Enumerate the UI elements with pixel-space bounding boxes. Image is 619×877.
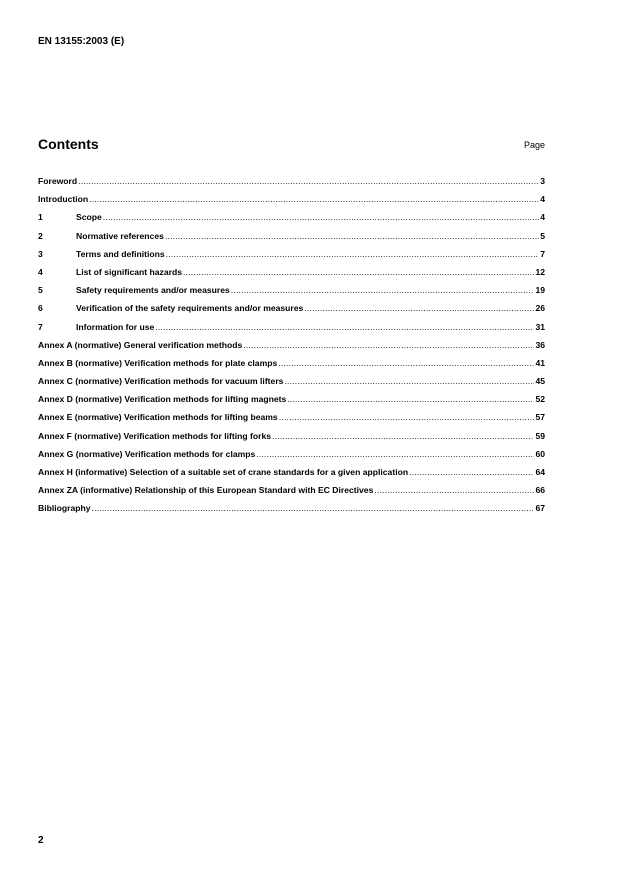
toc-entry-number: 5 [38,285,43,296]
toc-dot-leader [287,394,534,404]
toc-entry-title: Annex ZA (informative) Relationship of this European Standard with EC Directives [38,485,374,496]
toc-entry-title: Terms and definitions [76,248,165,259]
toc-entry[interactable] [38,212,545,230]
toc-entry-number: 4 [38,266,43,277]
toc-entry-page: 12 [535,266,545,277]
toc-entry[interactable] [38,249,545,267]
toc-entry-title: List of significant hazards [76,266,183,277]
toc-entry-title: Information for use [76,321,155,332]
toc-entry-title: Safety requirements and/or measures [76,285,230,296]
table-of-contents [38,176,545,522]
toc-entry[interactable] [38,449,545,467]
toc-entry[interactable] [38,503,545,521]
toc-entry-title: Annex F (normative) Verification methods for lifting forks [38,430,272,441]
toc-dot-leader [92,503,535,513]
toc-entry-page: 36 [535,339,545,350]
toc-dot-leader [256,449,534,459]
toc-entry[interactable] [38,431,545,449]
toc-entry-number: 2 [38,230,43,241]
toc-entry-page: 45 [535,376,545,387]
toc-entry-title: Annex D (normative) Verification methods for lifting magnets [38,394,287,405]
toc-entry-title: Normative references [76,230,164,241]
toc-dot-leader [78,176,539,186]
toc-dot-leader [284,376,534,386]
toc-entry-page: 3 [540,176,545,186]
toc-entry-page: 4 [540,212,545,223]
toc-entry[interactable] [38,231,545,249]
toc-entry-page: 66 [535,485,545,496]
toc-entry-title: Annex G (normative) Verification methods for clamps [38,448,256,459]
toc-entry[interactable] [38,340,545,358]
toc-dot-leader [374,485,534,495]
toc-entry[interactable] [38,358,545,376]
toc-entry-title: Annex A (normative) General verification methods [38,339,243,350]
toc-dot-leader [278,358,534,368]
toc-dot-leader [409,467,534,477]
toc-entry-title: Bibliography [38,503,91,514]
toc-entry-page: 19 [535,285,545,296]
toc-entry[interactable] [38,376,545,394]
toc-entry[interactable] [38,467,545,485]
toc-entry-page: 57 [535,412,545,423]
toc-entry-title: Foreword [38,176,78,186]
page-column-label: Page [523,140,545,150]
toc-entry[interactable] [38,322,545,340]
toc-entry[interactable] [38,485,545,503]
toc-dot-leader [165,231,539,241]
toc-entry-page: 52 [535,394,545,405]
toc-entry-title: Annex H (informative) Selection of a suitable set of crane standards for a given application [38,467,409,477]
toc-entry-page: 59 [535,430,545,441]
toc-entry[interactable] [38,194,545,212]
toc-entry[interactable] [38,285,545,303]
toc-entry-title: Annex E (normative) Verification methods for lifting beams [38,412,278,423]
toc-entry-page: 26 [535,303,545,314]
toc-entry-page: 64 [535,467,545,477]
toc-entry[interactable] [38,394,545,412]
document-id: EN 13155:2003 (E) [38,36,125,47]
toc-entry-page: 31 [535,321,545,332]
toc-entry-title: Introduction [38,194,89,205]
toc-dot-leader [279,412,535,422]
toc-entry[interactable] [38,412,545,430]
toc-entry-title: Verification of the safety requirements and/or measures [76,303,304,314]
toc-dot-leader [304,303,534,313]
toc-entry-number: 7 [38,321,43,332]
toc-entry-number: 1 [38,212,43,223]
toc-entry-page: 60 [535,448,545,459]
toc-dot-leader [166,249,540,259]
toc-entry-page: 5 [540,230,545,241]
toc-dot-leader [183,267,534,277]
toc-dot-leader [231,285,535,295]
page-number: 2 [38,835,44,846]
toc-entry-title: Annex C (normative) Verification methods for vacuum lifters [38,376,284,387]
toc-entry-page: 67 [535,503,545,514]
toc-dot-leader [272,431,534,441]
contents-title: Contents [38,136,99,152]
toc-entry-number: 3 [38,248,43,259]
toc-entry-page: 41 [535,357,545,368]
toc-entry-number: 6 [38,303,43,314]
toc-entry-title: Annex B (normative) Verification methods for plate clamps [38,357,278,368]
toc-entry-page: 4 [540,194,545,205]
toc-entry-title: Scope [76,212,102,223]
toc-entry-page: 7 [540,248,545,259]
toc-dot-leader [103,212,539,222]
toc-dot-leader [89,194,539,204]
toc-entry[interactable] [38,267,545,285]
toc-dot-leader [155,322,534,332]
toc-entry[interactable] [38,176,545,194]
toc-dot-leader [243,340,534,350]
toc-entry[interactable] [38,303,545,321]
